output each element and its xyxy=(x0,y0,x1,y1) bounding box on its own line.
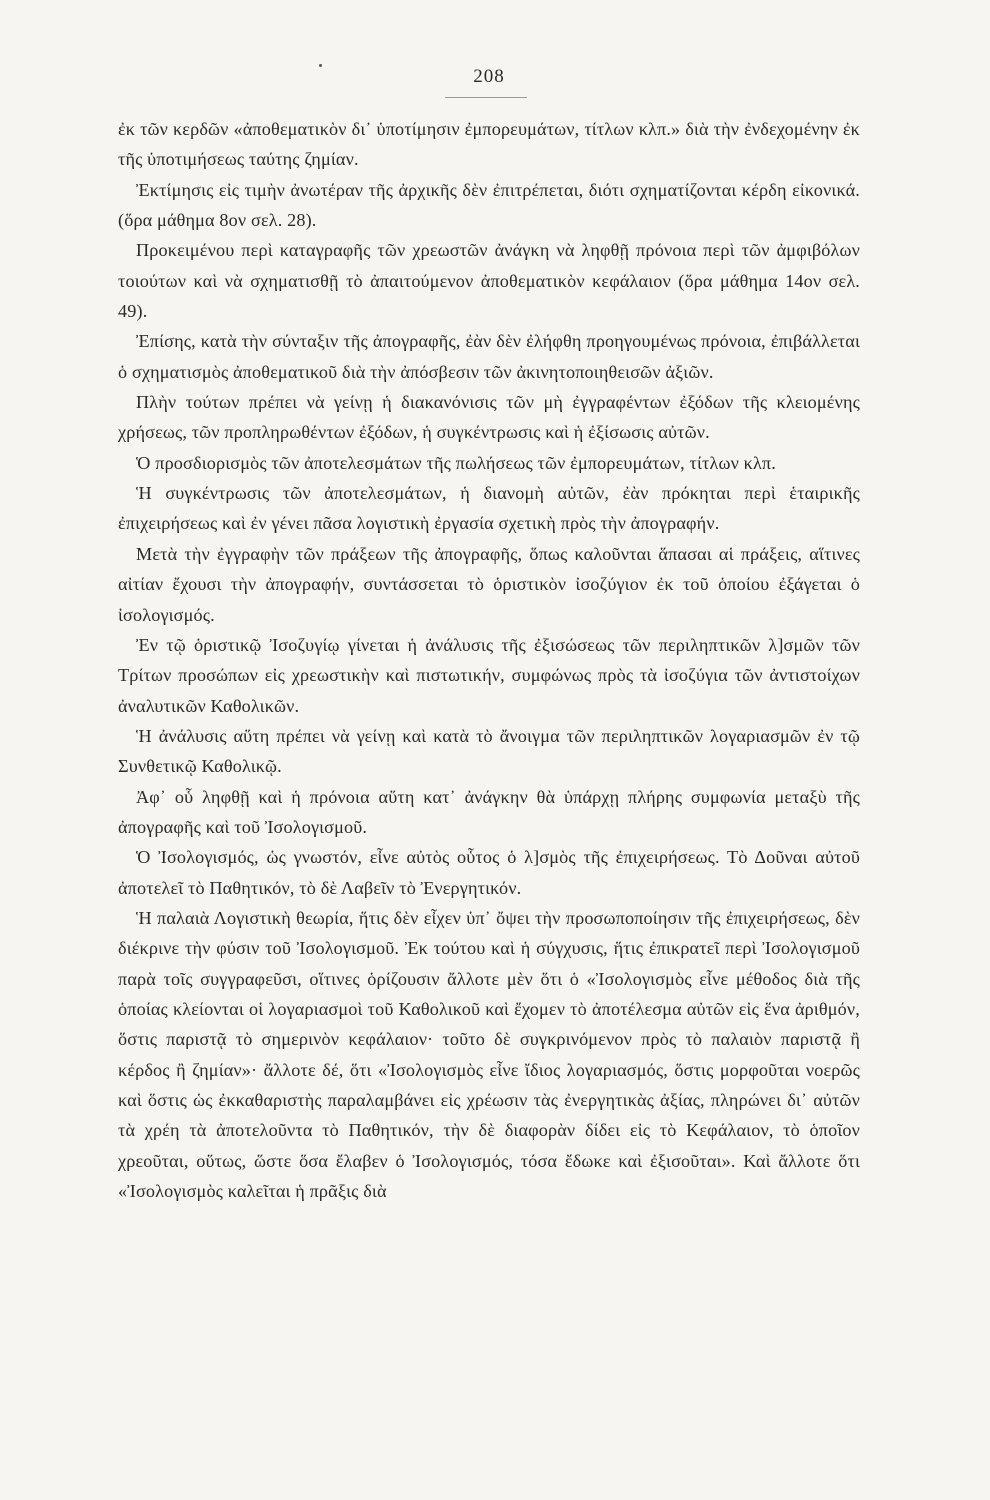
paragraph: Ἡ παλαιὰ Λογιστικὴ θεωρία, ἥτις δὲν εἶχεν ὑπ᾽ ὄψει τὴν προσωποποίησιν τῆς ἐπιχειρήσεως, δὲν διέκρινε τὴν φύσιν τοῦ Ἰσολογισμοῦ. Ἐκ τούτου καὶ ἡ σύγχυσις, ἥτις ἐπικρατεῖ περὶ Ἰσολογισμοῦ παρὰ τοῖς συγγραφεῦσι, οἵτινες ὁρίζουσιν ἄλλοτε μὲν ὅτι ὁ «Ἰσολογισμὸς εἶνε μέθοδος διὰ τῆς ὁποίας κλείονται οἱ λογαριασμοὶ τοῦ Καθολικοῦ καὶ ἔχομεν τὸ ἀποτέλεσμα αὐτῶν εἰς ἕνα ἀριθμόν, ὅστις παριστᾷ τὸ σημερινὸν κεφάλαιον· τοῦτο δὲ συγκρινόμενον πρὸς τὸ παλαιὸν παριστᾷ ἢ κέρδος ἢ ζημίαν»· ἄλλοτε δέ, ὅτι «Ἰσολογισμὸς εἶνε ἴδιος λογαριασμός, ὅστις μορφοῦται νοερῶς καὶ ὅστις ὡς ἐκκαθαριστὴς παραλαμβάνει εἰς χρέωσιν τὰς ἐνεργητικὰς ἀξίας, πληρώνει δι᾽ αὐτῶν τὰ χρέη τὰ ἀποτελοῦντα τὸ Παθητικόν, τὴν δὲ διαφορὰν δίδει εἰς τὸ Κεφάλαιον, τὸ ὁποῖον χρεοῦται, οὕτως, ὥστε ὅσα ἔλαβεν ὁ Ἰσολογισμός, τόσα ἔδωκε καὶ ἐξισοῦται». Καὶ ἄλλοτε ὅτι «Ἰσολογισμὸς καλεῖται ἡ πρᾶξις διὰ xyxy=(118,907,860,1202)
paragraph: Ὁ Ἰσολογισμός, ὡς γνωστόν, εἶνε αὐτὸς οὗτος ὁ λ]σμὸς τῆς ἐπιχειρήσεως. Τὸ Δοῦναι αὐτοῦ ἀποτελεῖ τὸ Παθητικόν, τὸ δὲ Λαβεῖν τὸ Ἐνεργητικόν. xyxy=(118,847,860,898)
paragraph: Ἡ συγκέντρωσις τῶν ἀποτελεσμάτων, ἡ διανομὴ αὐτῶν, ἐὰν πρόκηται περὶ ἑταιρικῆς ἐπιχειρήσεως καὶ ἐν γένει πᾶσα λογιστικὴ ἐργασία σχετικὴ πρὸς τὴν ἀπογραφήν. xyxy=(118,483,860,534)
paragraph: Προκειμένου περὶ καταγραφῆς τῶν χρεωστῶν ἀνάγκη νὰ ληφθῇ πρόνοια περὶ τῶν ἀμφιβόλων τοιούτων καὶ νὰ σχηματισθῇ τὸ ἀπαιτούμενον ἀποθεματικὸν κεφάλαιον (ὅρα μάθημα 14ον σελ. 49). xyxy=(118,240,860,322)
paragraph: Ἐν τῷ ὁριστικῷ Ἰσοζυγίῳ γίνεται ἡ ἀνάλυσις τῆς ἐξισώσεως τῶν περιληπτικῶν λ]σμῶν τῶν Τρίτων προσώπων εἰς χρεωστικὴν καὶ πιστωτικήν, συμφώνως πρὸς τὰ ἰσοζύγια τῶν ἀντιστοίχων ἀναλυτικῶν Καθολικῶν. xyxy=(118,634,860,716)
body-text xyxy=(118,114,860,1206)
paragraph: ἐκ τῶν κερδῶν «ἀποθεματικὸν δι᾽ ὑποτίμησιν ἐμπορευμάτων, τίτλων κλπ.» διὰ τὴν ἐνδεχομένην ἐκ τῆς ὑποτιμήσεως ταύτης ζημίαν. xyxy=(118,119,860,170)
paragraph: Ἡ ἀνάλυσις αὕτη πρέπει νὰ γείνῃ καὶ κατὰ τὸ ἄνοιγμα τῶν περιληπτικῶν λογαριασμῶν ἐν τῷ Συνθετικῷ Καθολικῷ. xyxy=(118,725,860,777)
paragraph: Μετὰ τὴν ἐγγραφὴν τῶν πράξεων τῆς ἀπογραφῆς, ὅπως καλοῦνται ἅπασαι αἱ πράξεις, αἵτινες αἰτίαν ἔχουσι τὴν ἀπογραφήν, συντάσσεται τὸ ὁριστικὸν ἰσοζύγιον ἐκ τοῦ ὁποίου ἐξάγεται ὁ ἰσολογισμός. xyxy=(118,543,860,625)
paragraph: Ἀφ᾽ οὗ ληφθῇ καὶ ἡ πρόνοια αὕτη κατ᾽ ἀνάγκην θὰ ὑπάρχῃ πλήρης συμφωνία μεταξὺ τῆς ἀπογραφῆς καὶ τοῦ Ἰσολογισμοῦ. xyxy=(118,786,860,837)
book-page xyxy=(118,0,860,1500)
page-number: 208 xyxy=(473,66,505,87)
paragraph: Ἐκτίμησις εἰς τιμὴν ἀνωτέραν τῆς ἀρχικῆς δὲν ἐπιτρέπεται, διότι σχηματίζονται κέρδη εἰκονικά. (ὅρα μάθημα 8ον σελ. 28). xyxy=(118,179,860,231)
paragraph: Ἐπίσης, κατὰ τὴν σύνταξιν τῆς ἀπογραφῆς, ἐὰν δὲν ἐλήφθη προηγουμένως πρόνοια, ἐπιβάλλεται ὁ σχηματισμὸς ἀποθεματικοῦ διὰ τὴν ἀπόσβεσιν τῶν ἀκινητοποιηθεισῶν ἀξιῶν. xyxy=(118,331,860,382)
paragraph: Ὁ προσδιορισμὸς τῶν ἀποτελεσμάτων τῆς πωλήσεως τῶν ἐμπορευμάτων, τίτλων κλπ. xyxy=(136,452,776,473)
paragraph: Πλὴν τούτων πρέπει νὰ γείνῃ ἡ διακανόνισις τῶν μὴ ἐγγραφέντων ἐξόδων τῆς κλειομένης χρήσεως, τῶν προπληρωθέντων ἐξόδων, ἡ συγκέντρωσις καὶ ἡ ἐξίσωσις αὐτῶν. xyxy=(118,392,860,443)
header-rule xyxy=(445,97,527,98)
